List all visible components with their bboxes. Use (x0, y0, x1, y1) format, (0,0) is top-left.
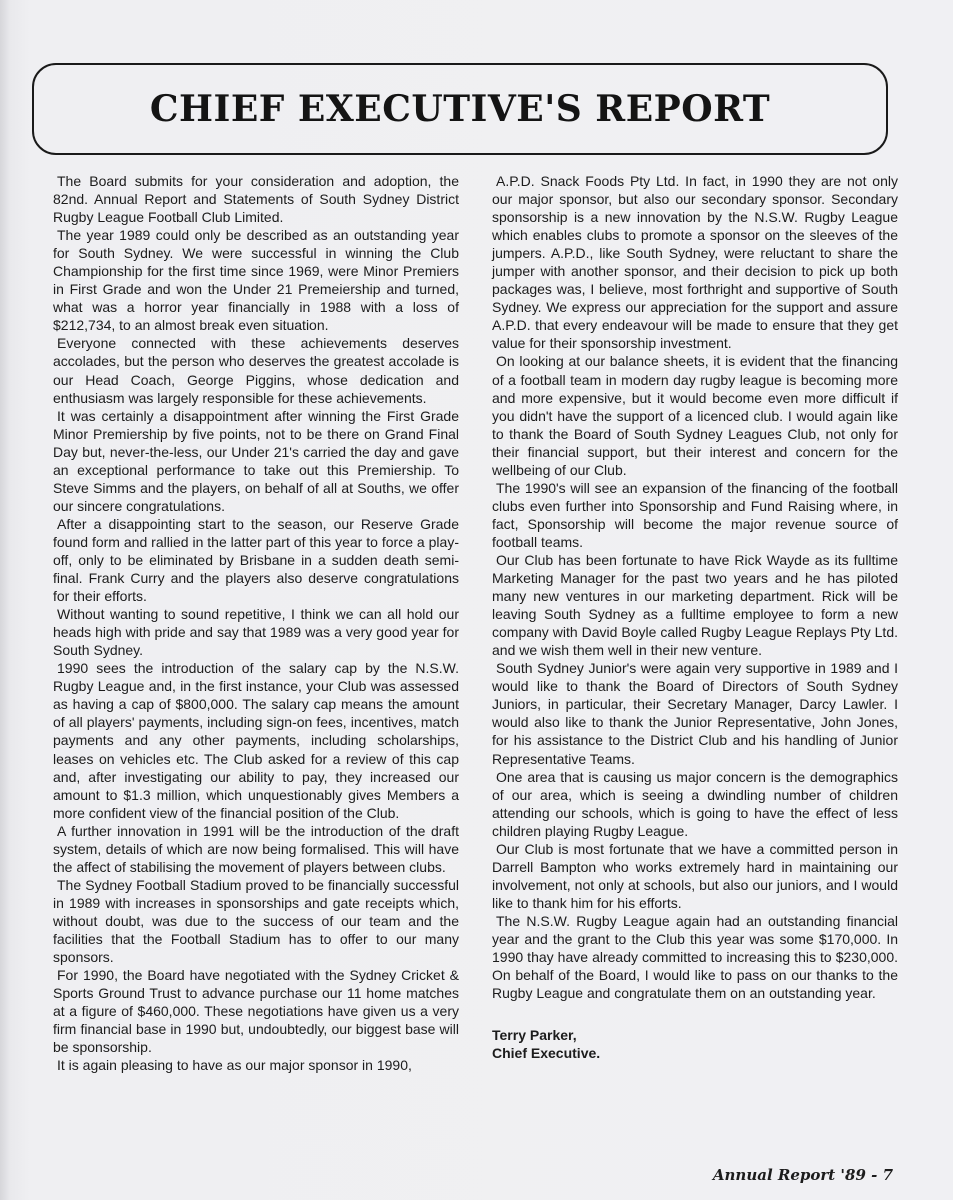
paragraph: The Sydney Football Stadium proved to be financially successful in 1989 with increases in sponsorships and gate receipts which, without doubt, was due to the success of our team and the facilities that the Football Stadium has to offer to our many sponsors. (53, 876, 459, 966)
paragraph: A further innovation in 1991 will be the introduction of the draft system, details of which are now being formalised. This will have the affect of stabilising the movement of players between clubs. (53, 822, 459, 875)
paragraph: 1990 sees the introduction of the salary cap by the N.S.W. Rugby League and, in the first instance, your Club was assessed as having a cap of $800,000. The salary cap means the amount of all players' payments, including sign-on fees, incentives, match payments and any other payments, including scholarships, leases on vehicles etc. The Club asked for a review of this cap and, after investigating our ability to pay, they increased our amount to $1.3 million, which unquestionably gives Members a more confident view of the financial position of the Club. (53, 660, 459, 821)
page-title: CHIEF EXECUTIVE'S REPORT (149, 88, 771, 130)
signature-block (492, 1026, 898, 1062)
page-footer: Annual Report '89 - 7 (712, 1166, 893, 1184)
paragraph: The 1990's will see an expansion of the financing of the football clubs even further into Sponsorship and Fund Raising where, in fact, Sponsorship will become the major revenue source of football teams. (492, 479, 898, 550)
paragraph: Without wanting to sound repetitive, I think we can all hold our heads high with pride and say that 1989 was a very good year for South Sydney. (53, 606, 459, 659)
paragraph: Our Club is most fortunate that we have a committed person in Darrell Bampton who works extremely hard in maintaining our involvement, not only at schools, but also our juniors, and I would like to thank him for his efforts. (492, 840, 898, 911)
paragraph: South Sydney Junior's were again very supportive in 1989 and I would like to thank the Board of Directors of South Sydney Juniors, in particular, their Secretary Manager, Darcy Lawler. I would also like to thank the Junior Representative, John Jones, for his assistance to the District Club and his handling of Junior Representative Teams. (492, 660, 898, 767)
left-column (53, 172, 459, 1074)
title-banner (32, 63, 888, 155)
paragraph: Everyone connected with these achievements deserves accolades, but the person who deserves the greatest accolade is our Head Coach, George Piggins, whose dedication and enthusiasm was largely responsible for these achievements. (53, 335, 459, 406)
paragraph: Our Club has been fortunate to have Rick Wayde as its fulltime Marketing Manager for the past two years and he has piloted many new ventures in our marketing department. Rick will be leaving South Sydney as a fulltime employee to form a new company with David Boyle called Rugby League Replays Pty Ltd. and we wish them well in their new venture. (492, 551, 898, 659)
paragraph: It is again pleasing to have as our major sponsor in 1990, (57, 1057, 412, 1074)
signature-role: Chief Executive. (492, 1045, 601, 1062)
paragraph: On looking at our balance sheets, it is evident that the financing of a football team in modern day rugby league is becoming more and more expensive, but it would become even more difficult if you didn't have the support of a licenced club. I would again like to thank the Board of South Sydney Leagues Club, not only for their financial support, but their interest and concern for the wellbeing of our Club. (492, 353, 898, 478)
paragraph: For 1990, the Board have negotiated with the Sydney Cricket & Sports Ground Trust to advance purchase our 11 home matches at a figure of $460,000. These negotiations have given us a very firm financial base in 1990 but, undoubtedly, our biggest base will be sponsorship. (53, 967, 459, 1056)
paragraph: The Board submits for your consideration and adoption, the 82nd. Annual Report and Statements of South Sydney District Rugby League Football Club Limited. (53, 173, 459, 226)
paragraph: The N.S.W. Rugby League again had an outstanding financial year and the grant to the Club this year was some $170,000. In 1990 thay have already committed to increasing this to $230,000. On behalf of the Board, I would like to pass on our thanks to the Rugby League and congratulate them on an outstanding year. (492, 912, 898, 1002)
paragraph: One area that is causing us major concern is the demographics of our area, which is seeing a dwindling number of children attending our schools, which is going to have the effect of less children playing Rugby League. (492, 768, 898, 839)
paragraph: After a disappointing start to the season, our Reserve Grade found form and rallied in the latter part of this year to force a play-off, only to be eliminated by Brisbane in a sudden death semi-final. Frank Curry and the players also deserve congratulations for their efforts. (53, 515, 459, 605)
right-column (492, 172, 898, 1062)
paragraph: It was certainly a disappointment after winning the First Grade Minor Premiership by five points, not to be there on Grand Final Day but, never-the-less, our Under 21's carried the day and gave an exceptional performance to take out this Premiership. To Steve Simms and the players, on behalf of all at Souths, we offer our sincere congratulations. (53, 407, 459, 514)
paragraph: A.P.D. Snack Foods Pty Ltd. In fact, in 1990 they are not only our major sponsor, but also our secondary sponsor. Secondary sponsorship is a new innovation by the N.S.W. Rugby League which enables clubs to promote a sponsor on the sleeves of the jumpers. A.P.D., like South Sydney, were reluctant to share the jumper with another sponsor, and their decision to pick up both packages was, I believe, most forthright and supportive of South Sydney. We express our appreciation for the support and assure A.P.D. that every endeavour will be made to ensure that they get value for their sponsorship investment. (492, 173, 898, 352)
signature-name: Terry Parker, (492, 1027, 577, 1044)
paragraph: The year 1989 could only be described as an outstanding year for South Sydney. We were successful in winning the Club Championship for the first time since 1969, were Minor Premiers in First Grade and won the Under 21 Premeiership and turned, what was a horror year financially in 1988 with a loss of $212,734, to an almost break even situation. (53, 227, 459, 334)
